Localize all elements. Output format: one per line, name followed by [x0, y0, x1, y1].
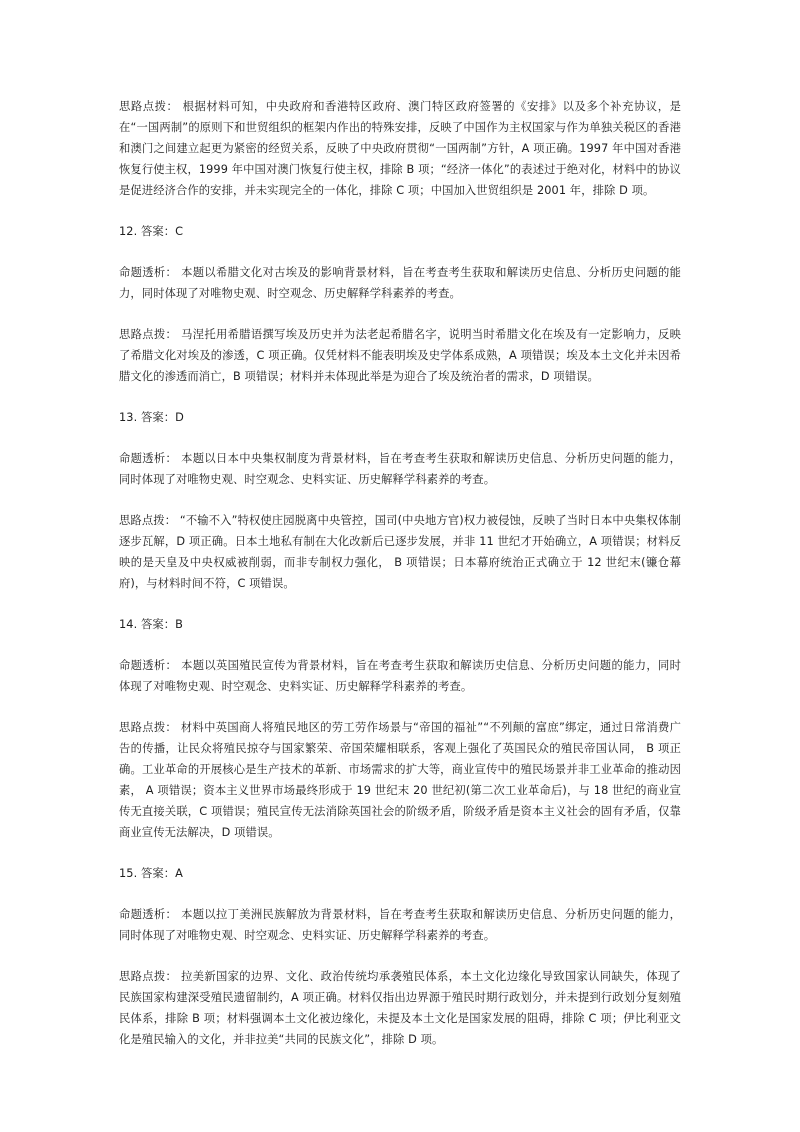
question-15	[119, 863, 681, 1050]
answer-line: 15. 答案：A	[119, 867, 183, 880]
question-14	[119, 614, 681, 843]
answer-line: 13. 答案：D	[119, 411, 184, 424]
question-13	[119, 407, 681, 594]
intro-analysis: 思路点拨： 根据材料可知，中央政府和香港特区政府、澳门特区政府签署的《安排》以及多个补充协议，是在“一国两制”的原则下和世贸组织的框架内作出的特殊安排，反映了中国作为主权国家与作为单独关税区的香港和澳门之间建立起更为紧密的经贸关系，反映了中央政府贯彻“一国两制”方针，A 项正确。1997 年中国对香港恢复行使主权，1999 年中国对澳门恢复行使主权，排除 B 项；“经济一体化”的表述过于绝对化，材料中的协议是促进经济合作的安排，并未实现完全的一体化，排除 C 项；中国加入世贸组织是 2001 年，排除 D 项。	[119, 100, 681, 197]
intent-paragraph: 命题透析： 本题以希腊文化对古埃及的影响背景材料，旨在考查考生获取和解读历史信息、分析历史问题的能力，同时体现了对唯物史观、时空观念、历史解释学科素养的考查。	[119, 266, 681, 300]
question-12	[119, 221, 681, 387]
answer-line: 14. 答案：B	[119, 618, 183, 631]
analysis-paragraph: 思路点拨： 马涅托用希腊语撰写埃及历史并为法老起希腊名字，说明当时希腊文化在埃及有一定影响力，反映了希腊文化对埃及的渗透，C 项正确。仅凭材料不能表明埃及史学体系成熟，A 项错误；埃及本土文化并未因希腊文化的渗透而消亡，B 项错误；材料并未体现此举是为迎合了埃及统治者的需求，D 项错误。	[119, 328, 681, 383]
analysis-paragraph: 思路点拨： “不输不入”特权使庄园脱离中央管控，国司(中央地方官)权力被侵蚀，反映了当时日本中央集权体制逐步瓦解，D 项正确。日本土地私有制在大化改新后已逐步发展，并非 11 世纪才开始确立，A 项错误；材料反映的是天皇及中央权威被削弱，而非专制权力强化， B 项错误；日本幕府统治正式确立于 12 世纪末(镰仓幕府)，与材料时间不符，C 项错误。	[119, 514, 681, 590]
answer-line: 12. 答案：C	[119, 225, 184, 238]
analysis-paragraph: 思路点拨： 材料中英国商人将殖民地区的劳工劳作场景与“帝国的福祉”“不列颠的富庶”绑定，通过日常消费广告的传播，让民众将殖民掠夺与国家繁荣、帝国荣耀相联系，客观上强化了英国民众的殖民帝国认同， B 项正确。工业革命的开展核心是生产技术的革新、市场需求的扩大等，商业宣传中的殖民场景并非工业革命的推动因素， A 项错误；资本主义世界市场最终形成于 19 世纪末 20 世纪初(第二次工业革命后)，与 18 世纪的商业宣传无直接关联，C 项错误；殖民宣传无法消除英国社会的阶级矛盾，阶级矛盾是资本主义社会的固有矛盾，仅靠商业宣传无法解决，D 项错误。	[119, 721, 681, 839]
intent-paragraph: 命题透析： 本题以拉丁美洲民族解放为背景材料，旨在考查考生获取和解读历史信息、分析历史问题的能力，同时体现了对唯物史观、时空观念、史料实证、历史解释学科素养的考查。	[119, 908, 681, 942]
intent-paragraph: 命题透析： 本题以日本中央集权制度为背景材料，旨在考查考生获取和解读历史信息、分析历史问题的能力，同时体现了对唯物史观、时空观念、史料实证、历史解释学科素养的考查。	[119, 452, 681, 486]
intent-paragraph: 命题透析： 本题以英国殖民宣传为背景材料，旨在考查考生获取和解读历史信息、分析历史问题的能力，同时体现了对唯物史观、时空观念、史料实证、历史解释学科素养的考查。	[119, 659, 681, 693]
analysis-paragraph: 思路点拨： 拉美新国家的边界、文化、政治传统均承袭殖民体系，本土文化边缘化导致国家认同缺失，体现了民族国家构建深受殖民遗留制约，A 项正确。材料仅指出边界源于殖民时期行政划分，并未提到行政划分复刻殖民体系，排除 B 项；材料强调本土文化被边缘化，未提及本土文化是国家发展的阻碍，排除 C 项；伊比利亚文化是殖民输入的文化，并非拉美“共同的民族文化”，排除 D 项。	[119, 970, 681, 1046]
